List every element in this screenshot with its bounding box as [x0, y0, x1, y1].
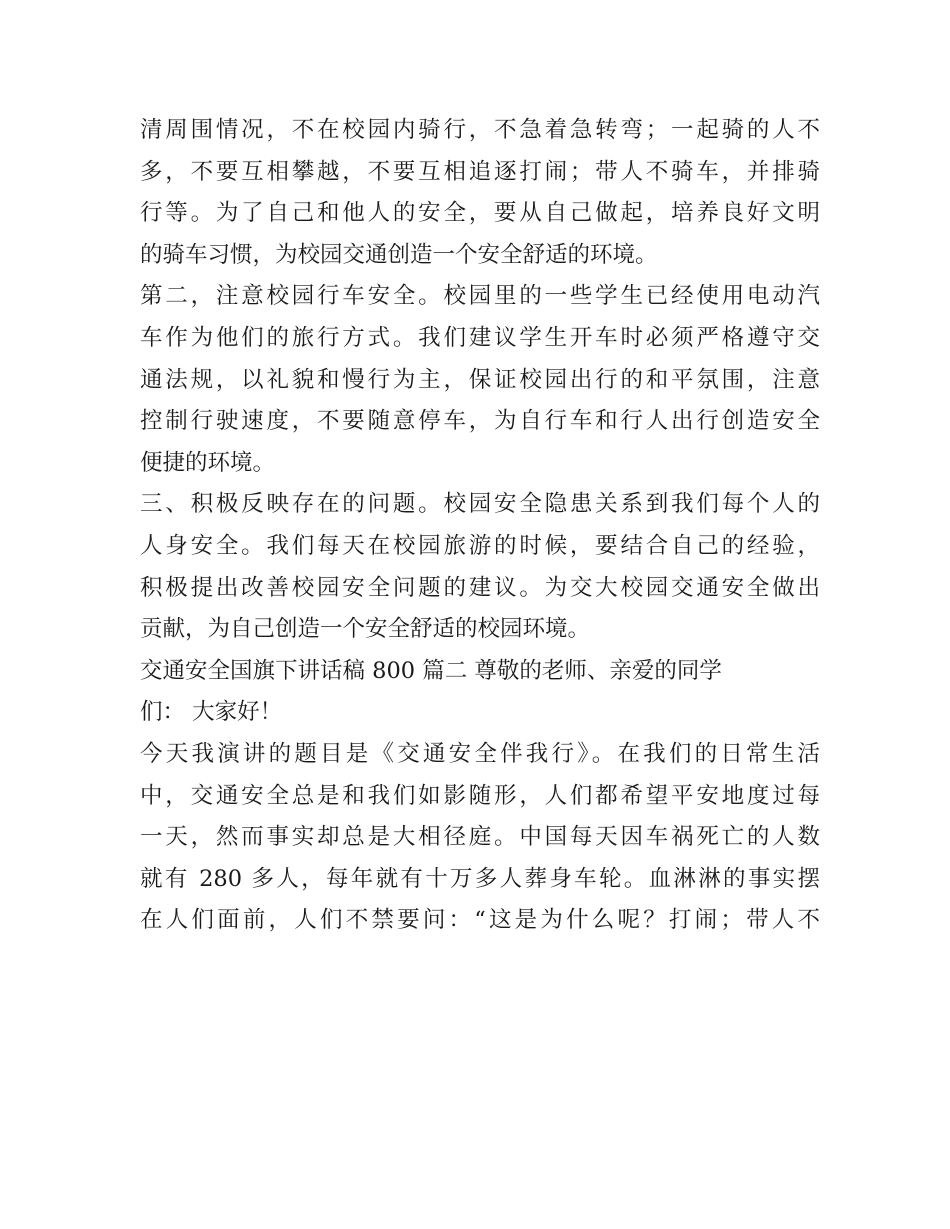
text-line: 第二，注意校园行车安全。校园里的一些学生已经使用电动汽	[140, 283, 820, 310]
text-line: 的骑车习惯，为校园交通创造一个安全舒适的环境。	[140, 241, 658, 268]
text-line: 多，不要互相攀越，不要互相追逐打闹；带人不骑车，并排骑	[140, 158, 820, 185]
text-line: 通法规，以礼貌和慢行为主，保证校园出行的和平氛围，注意	[140, 366, 820, 393]
text-line: 三、积极反映存在的问题。校园安全隐患关系到我们每个人的	[140, 491, 820, 518]
text-line: 一天，然而事实却总是大相径庭。中国每天因车祸死亡的人数	[140, 824, 820, 851]
text-line: 控制行驶速度，不要随意停车，为自行车和行人出行创造安全	[140, 408, 820, 435]
text-line: 们： 大家好！	[140, 699, 283, 726]
text-line: 行等。为了自己和他人的安全，要从自己做起，培养良好文明	[140, 200, 820, 227]
text-line: 贡献，为自己创造一个安全舒适的校园环境。	[140, 616, 591, 643]
text-line: 交通安全国旗下讲话稿 800 篇二 尊敬的老师、亲爱的同学	[140, 657, 722, 684]
text-line: 人身安全。我们每天在校园旅游的时候，要结合自己的经验，	[140, 532, 820, 559]
text-line: 积极提出改善校园安全问题的建议。为交大校园交通安全做出	[140, 574, 820, 601]
text-line: 就有 280 多人，每年就有十万多人葬身车轮。血淋淋的事实摆	[140, 865, 820, 892]
text-line: 便捷的环境。	[140, 449, 276, 476]
text-line: 车作为他们的旅行方式。我们建议学生开车时必须严格遵守交	[140, 324, 820, 351]
body-text	[140, 110, 820, 942]
text-line: 中，交通安全总是和我们如影随形，人们都希望平安地度过每	[140, 782, 820, 809]
text-line: 清周围情况，不在校园内骑行，不急着急转弯；一起骑的人不	[140, 117, 820, 143]
text-line: 今天我演讲的题目是《交通安全伴我行》。在我们的日常生活	[140, 740, 820, 767]
text-line: 在人们面前，人们不禁要问：“这是为什么呢？打闹；带人不	[140, 907, 820, 934]
